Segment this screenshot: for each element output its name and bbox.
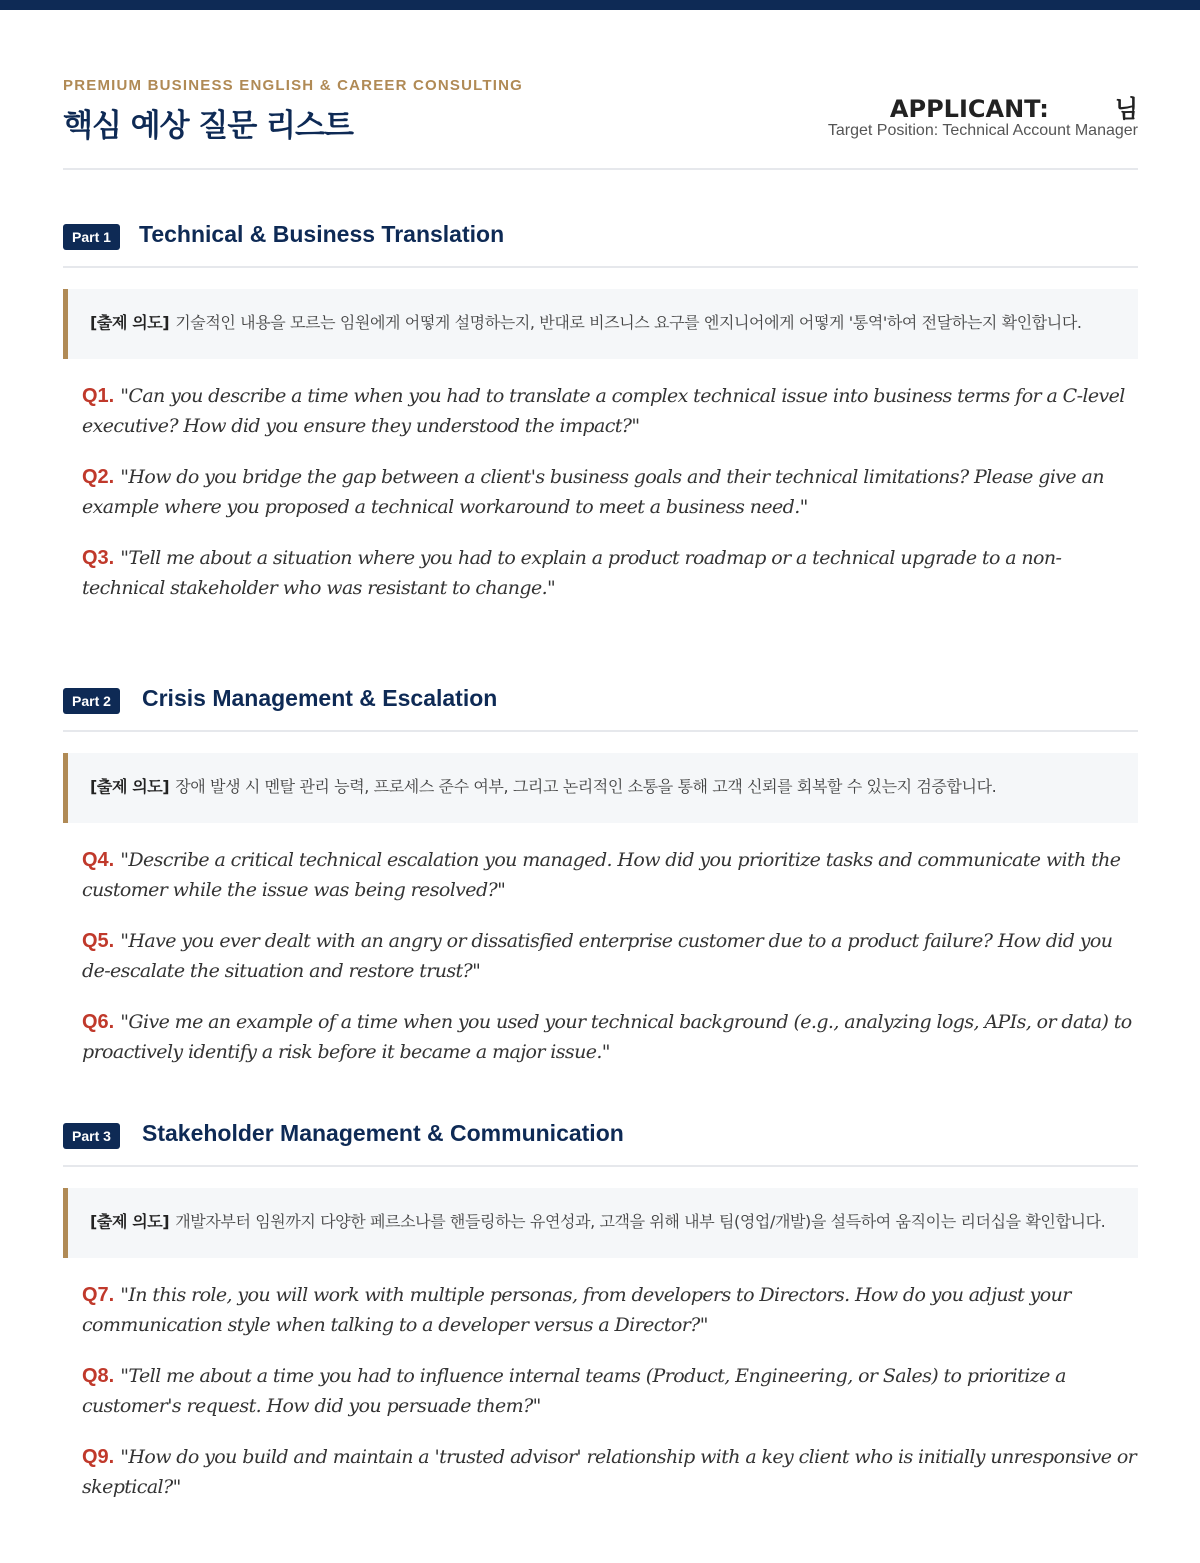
part-title: Crisis Management & Escalation	[142, 685, 498, 711]
brand-line: PREMIUM BUSINESS ENGLISH & CAREER CONSULTING	[63, 77, 524, 94]
question-item	[82, 1442, 1138, 1502]
question-item	[82, 926, 1138, 986]
question-list	[63, 845, 1138, 1067]
document-page	[63, 0, 1138, 1498]
part-section-3	[63, 1120, 1138, 1523]
intent-tag: [출제 의도]	[90, 1212, 170, 1231]
part-heading	[63, 685, 1138, 732]
question-text: "Give me an example of a time when you used your technical background (e.g., analyzing logs, APIs, or data) to proactively identify a risk before it became a major issue."	[82, 1011, 1132, 1063]
part-title: Stakeholder Management & Communication	[142, 1120, 624, 1146]
intent-tag: [출제 의도]	[90, 313, 170, 332]
question-number: Q7.	[82, 1284, 115, 1306]
question-number: Q5.	[82, 930, 115, 952]
part-badge: Part 2	[63, 688, 120, 714]
applicant-suffix: 님	[1114, 95, 1138, 123]
question-text: "Tell me about a situation where you had to explain a product roadmap or a technical upgrade to a non-technical stakeholder who was resistant to change."	[82, 547, 1062, 599]
question-list	[63, 381, 1138, 603]
intent-box	[63, 753, 1138, 823]
part-title: Technical & Business Translation	[139, 221, 505, 247]
applicant-label: APPLICANT:	[889, 95, 1049, 123]
question-text: "Have you ever dealt with an angry or dissatisfied enterprise customer due to a product failure? How did you de-escalate the situation and restore trust?"	[82, 930, 1113, 982]
question-item	[82, 543, 1138, 603]
question-item	[82, 462, 1138, 522]
part-section-1	[63, 221, 1138, 624]
question-number: Q4.	[82, 849, 115, 871]
question-number: Q1.	[82, 385, 115, 407]
question-item	[82, 381, 1138, 441]
question-text: "How do you bridge the gap between a client's business goals and their technical limitations? Please give an example where you proposed a technical workaround to meet a business need."	[82, 466, 1104, 518]
applicant-line	[890, 89, 1138, 124]
part-section-2	[63, 685, 1138, 1088]
document-header	[63, 0, 1138, 170]
intent-tag: [출제 의도]	[90, 777, 170, 796]
question-item	[82, 1007, 1138, 1067]
question-list	[63, 1280, 1138, 1502]
intent-box	[63, 1188, 1138, 1258]
target-position: Target Position: Technical Account Manager	[827, 122, 1138, 139]
part-badge: Part 3	[63, 1123, 120, 1149]
question-item	[82, 845, 1138, 905]
question-text: "How do you build and maintain a 'trusted advisor' relationship with a key client who is initially unresponsive or skeptical?"	[82, 1446, 1137, 1498]
intent-text: 개발자부터 임원까지 다양한 페르소나를 핸들링하는 유연성과, 고객을 위해 내부 팀(영업/개발)을 설득하여 움직이는 리더십을 확인합니다.	[175, 1212, 1106, 1231]
question-text: "Can you describe a time when you had to translate a complex technical issue into business terms for a C-level executive? How did you ensure they understood the impact?"	[82, 385, 1125, 437]
question-item	[82, 1280, 1138, 1340]
page-title: 핵심 예상 질문 리스트	[63, 108, 353, 144]
question-text: "In this role, you will work with multiple personas, from developers to Directors. How do you adjust your communication style when talking to a developer versus a Director?"	[82, 1284, 1071, 1336]
question-text: "Describe a critical technical escalation you managed. How did you prioritize tasks and communicate with the customer while the issue was being resolved?"	[82, 849, 1121, 901]
intent-text: 기술적인 내용을 모르는 임원에게 어떻게 설명하는지, 반대로 비즈니스 요구를 엔지니어에게 어떻게 '통역'하여 전달하는지 확인합니다.	[175, 313, 1082, 332]
intent-box	[63, 289, 1138, 359]
question-text: "Tell me about a time you had to influence internal teams (Product, Engineering, or Sales) to prioritize a customer's request. How did you persuade them?"	[82, 1365, 1066, 1417]
question-number: Q3.	[82, 547, 115, 569]
part-badge: Part 1	[63, 224, 120, 250]
part-heading	[63, 1120, 1138, 1167]
part-heading	[63, 221, 1138, 268]
question-number: Q2.	[82, 466, 115, 488]
intent-text: 장애 발생 시 멘탈 관리 능력, 프로세스 준수 여부, 그리고 논리적인 소통을 통해 고객 신뢰를 회복할 수 있는지 검증합니다.	[175, 777, 997, 796]
question-number: Q8.	[82, 1365, 115, 1387]
question-number: Q6.	[82, 1011, 115, 1033]
question-number: Q9.	[82, 1446, 115, 1468]
question-item	[82, 1361, 1138, 1421]
